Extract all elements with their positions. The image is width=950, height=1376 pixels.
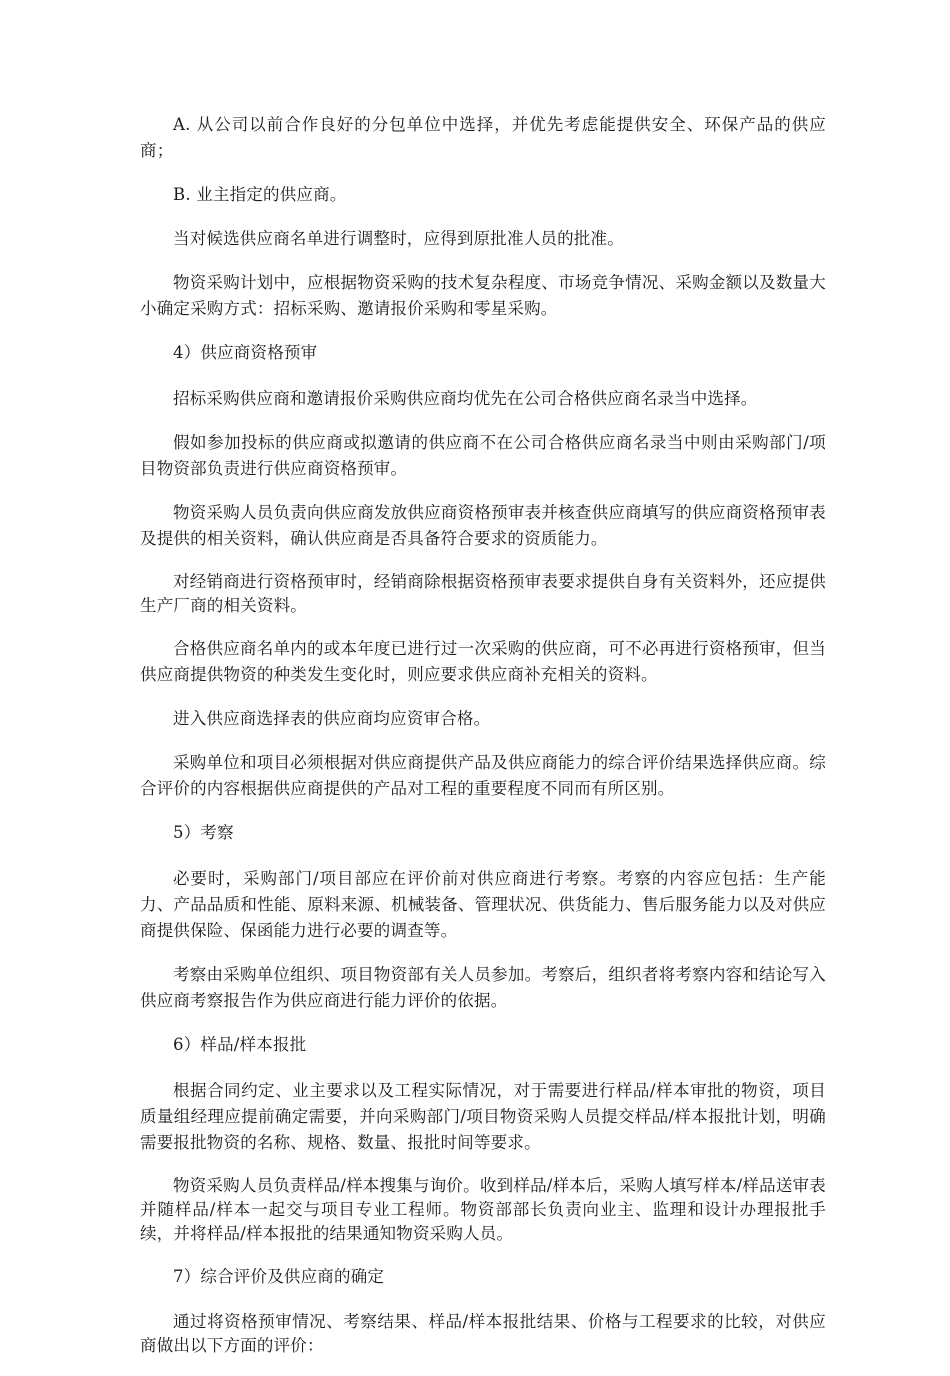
paragraph: 物资采购人员负责样品/样本搜集与询价。收到样品/样本后，采购人填写样本/样品送审表并随样品/样本一起交与项目专业工程师。物资部部长负责向业主、监理和设计办理报批手续，并将样品/样本报批的结果通知物资采购人员。 (140, 1176, 826, 1243)
paragraph: 通过将资格预审情况、考察结果、样品/样本报批结果、价格与工程要求的比较，对供应商做出以下方面的评价： (140, 1312, 826, 1355)
paragraph: 合格供应商名单内的或本年度已进行过一次采购的供应商，可不必再进行资格预审，但当供应商提供物资的种类发生变化时，则应要求供应商补充相关的资料。 (140, 639, 826, 684)
paragraph: 物资采购计划中，应根据物资采购的技术复杂程度、市场竞争情况、采购金额以及数量大小确定采购方式：招标采购、邀请报价采购和零星采购。 (140, 273, 826, 318)
paragraph: 当对候选供应商名单进行调整时，应得到原批准人员的批准。 (173, 229, 624, 248)
paragraph-option-b: B. 业主指定的供应商。 (173, 185, 347, 204)
paragraph: 根据合同约定、业主要求以及工程实际情况，对于需要进行样品/样本审批的物资，项目质量组经理应提前确定需要，并向采购部门/项目物资采购人员提交样品/样本报批计划，明确需要报批物资的名称、规格、数量、报批时间等要求。 (140, 1081, 826, 1152)
paragraph: 物资采购人员负责向供应商发放供应商资格预审表并核查供应商填写的供应商资格预审表及提供的相关资料，确认供应商是否具备符合要求的资质能力。 (140, 503, 826, 548)
paragraph: 必要时，采购部门/项目部应在评价前对供应商进行考察。考察的内容应包括：生产能力、产品品质和性能、原料来源、机械装备、管理状况、供货能力、售后服务能力以及对供应商提供保险、保函能力进行必要的调查等。 (140, 869, 826, 940)
paragraph: 招标采购供应商和邀请报价采购供应商均优先在公司合格供应商名录当中选择。 (173, 389, 758, 408)
document-page (140, 112, 826, 1376)
paragraph: 采购单位和项目必须根据对供应商提供产品及供应商能力的综合评价结果选择供应商。综合评价的内容根据供应商提供的产品对工程的重要程度不同而有所区别。 (140, 753, 826, 798)
section-heading-5: 5）考察 (173, 823, 234, 842)
paragraph: 假如参加投标的供应商或拟邀请的供应商不在公司合格供应商名录当中则由采购部门/项目物资部负责进行供应商资格预审。 (140, 433, 826, 478)
paragraph: 进入供应商选择表的供应商均应资审合格。 (173, 709, 491, 728)
paragraph-option-a: A. 从公司以前合作良好的分包单位中选择，并优先考虑能提供安全、环保产品的供应商； (140, 115, 826, 160)
section-heading-7: 7）综合评价及供应商的确定 (173, 1267, 385, 1286)
section-heading-4: 4）供应商资格预审 (173, 343, 318, 362)
paragraph: 考察由采购单位组织、项目物资部有关人员参加。考察后，组织者将考察内容和结论写入供应商考察报告作为供应商进行能力评价的依据。 (140, 965, 826, 1010)
section-heading-6: 6）样品/样本报批 (173, 1035, 307, 1054)
paragraph: 对经销商进行资格预审时，经销商除根据资格预审表要求提供自身有关资料外，还应提供生产厂商的相关资料。 (140, 572, 826, 615)
